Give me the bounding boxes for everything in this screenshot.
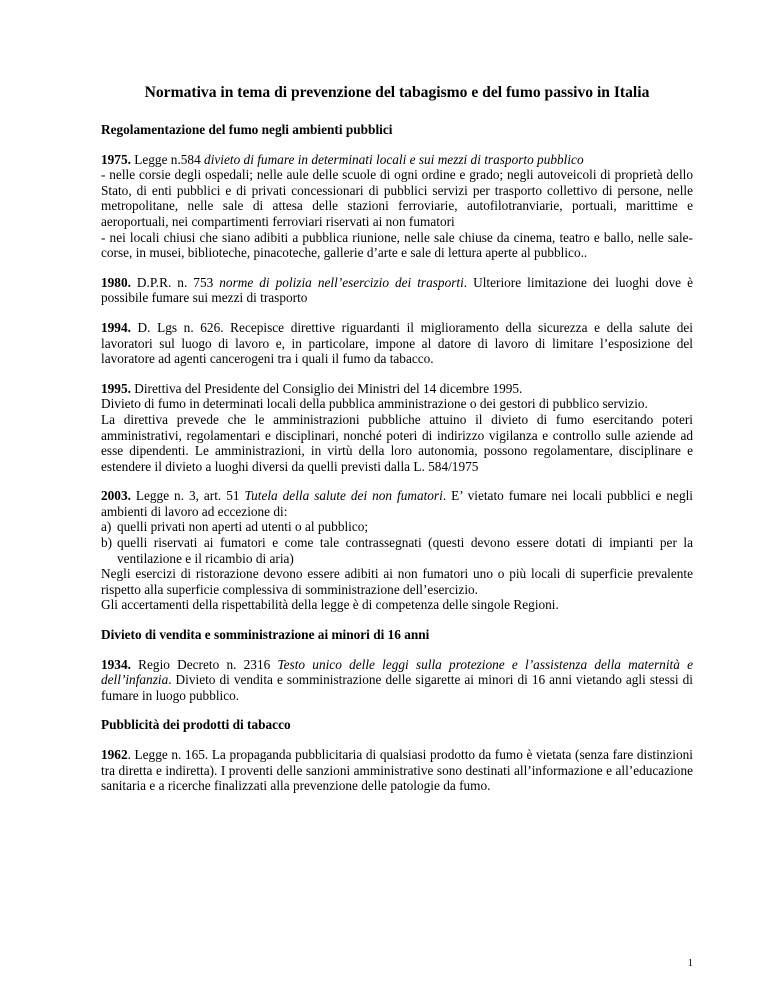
entry-2003 — [101, 488, 693, 613]
section-heading: Pubblicità dei prodotti di tabacco — [101, 717, 291, 733]
entry-1994 — [101, 320, 693, 367]
entry-1962 — [101, 747, 693, 794]
entry-title: Testo unico delle leggi sulla protezione e l’assistenza della maternità e dell’infanzia — [101, 656, 693, 688]
list-item — [101, 519, 693, 535]
entry-title: Tutela della salute dei non fumatori — [244, 488, 443, 504]
entry-line: Divieto di fumo in determinati locali della pubblica amministrazione o dei gestori di pubblico servizio. — [101, 396, 648, 412]
entry-lead: Direttiva del Presidente del Consiglio dei Ministri del 14 dicembre 1995. — [130, 380, 523, 396]
list-text: quelli riservati ai fumatori e come tale contrassegnati (questi devono essere dotati di impianti per la ventilazione e il ricambio di aria) — [117, 535, 693, 566]
entry-year: 1975. — [101, 151, 131, 167]
section-heading: Divieto di vendita e somministrazione ai minori di 16 anni — [101, 627, 430, 643]
entry-tail: . E’ vietato fumare nei locali pubblici e negli ambienti di lavoro ad eccezione di: — [101, 488, 693, 519]
entry-title: divieto di fumare in determinati locali e sui mezzi di trasporto pubblico — [204, 151, 584, 167]
entry-year: 2003. — [101, 488, 131, 504]
entry-lead: Legge n.584 — [130, 151, 205, 167]
entry-tail: . Ulteriore limitazione dei luoghi dove è possibile fumare sui mezzi di trasporto — [101, 274, 693, 306]
list-label: b) — [101, 535, 113, 551]
entry-year: 1980. — [101, 274, 131, 290]
entry-lead: D. Lgs n. 626. Recepisce direttive riguardanti il miglioramento della sicurezza e della salute dei lavoratori sul luogo di lavoro e, in particolare, impone al datore di lavoro di limitare l’esposizione del lavoratore ad agenti cancerogeni tra i quali il fumo da tabacco. — [101, 319, 693, 367]
list-item — [101, 535, 693, 566]
entry-line: Gli accertamenti della rispettabilità della legge è di competenza delle singole Regioni. — [101, 597, 559, 613]
entry-line: - nelle corsie degli ospedali; nelle aule delle scuole di ogni ordine e grado; negli autoveicoli di proprietà dello Stato, di enti pubblici e di privati concessionari di pubblici servizi per trasporto collettivo di persone, nelle metropolitane, nelle sale di attesa delle stazioni ferroviarie, autofilotranviarie, portuali, marittime e aeroportuali, nei compartimenti ferroviari riservati ai non fumatori — [101, 167, 693, 229]
entry-lead: Regio Decreto n. 2316 — [130, 656, 278, 672]
entry-year: 1962 — [101, 747, 128, 762]
entry-year: 1995. — [101, 380, 131, 396]
entry-title: norme di polizia nell’esercizio dei trasporti — [219, 274, 464, 290]
entry-1975 — [101, 152, 693, 261]
entry-1980 — [101, 275, 693, 306]
section-heading: Regolamentazione del fumo negli ambienti pubblici — [101, 122, 393, 137]
entry-1995 — [101, 381, 693, 475]
list-label: a) — [101, 519, 112, 535]
entry-lead: . Legge n. 165. La propaganda pubblicitaria di qualsiasi prodotto da fumo è vietata (senza fare distinzioni tra diretta e indiretta). I proventi delle sanzioni amministrative sono destinati all’informazione e all’educazione sanitaria e a ricerche finalizzati alla prevenzione delle patologie da fumo. — [101, 747, 693, 794]
entry-lead: Legge n. 3, art. 51 — [130, 488, 245, 504]
entry-lead: D.P.R. n. 753 — [130, 274, 220, 290]
entry-line: - nei locali chiusi che siano adibiti a pubblica riunione, nelle sale chiuse da cinema, teatro e ballo, nelle sale-corse, in musei, biblioteche, pinacoteche, gallerie d’arte e sale di lettura aperte al pubblico.. — [101, 229, 693, 261]
page-number: 1 — [687, 958, 693, 969]
entry-1934 — [101, 657, 693, 704]
entry-line: Negli esercizi di ristorazione devono essere adibiti ai non fumatori uno o più locali di superficie prevalente rispetto alla superficie complessiva di somministrazione dell’esercizio. — [101, 566, 693, 597]
entry-year: 1934. — [101, 656, 131, 672]
document-title: Normativa in tema di prevenzione del tabagismo e del fumo passivo in Italia — [144, 84, 650, 101]
list-text: quelli privati non aperti ad utenti o al pubblico; — [117, 519, 369, 535]
entry-tail: . Divieto di vendita e somministrazione delle sigarette ai minori di 16 anni vietando agli stessi di fumare in luogo pubblico. — [101, 672, 693, 703]
entry-line: La direttiva prevede che le amministrazioni pubbliche attuino il divieto di fumo esercitando poteri amministrativi, regolamentari e disciplinari, nonché poteri di indirizzo vigilanza e controllo sulle aziende ad esse dipendenti. Le amministrazioni, in virtù della loro autonomia, possono regolamentare, disciplinare e estendere il divieto a luoghi diversi da quelli previsti dalla L. 584/1975 — [101, 411, 693, 474]
entry-year: 1994. — [101, 319, 131, 335]
